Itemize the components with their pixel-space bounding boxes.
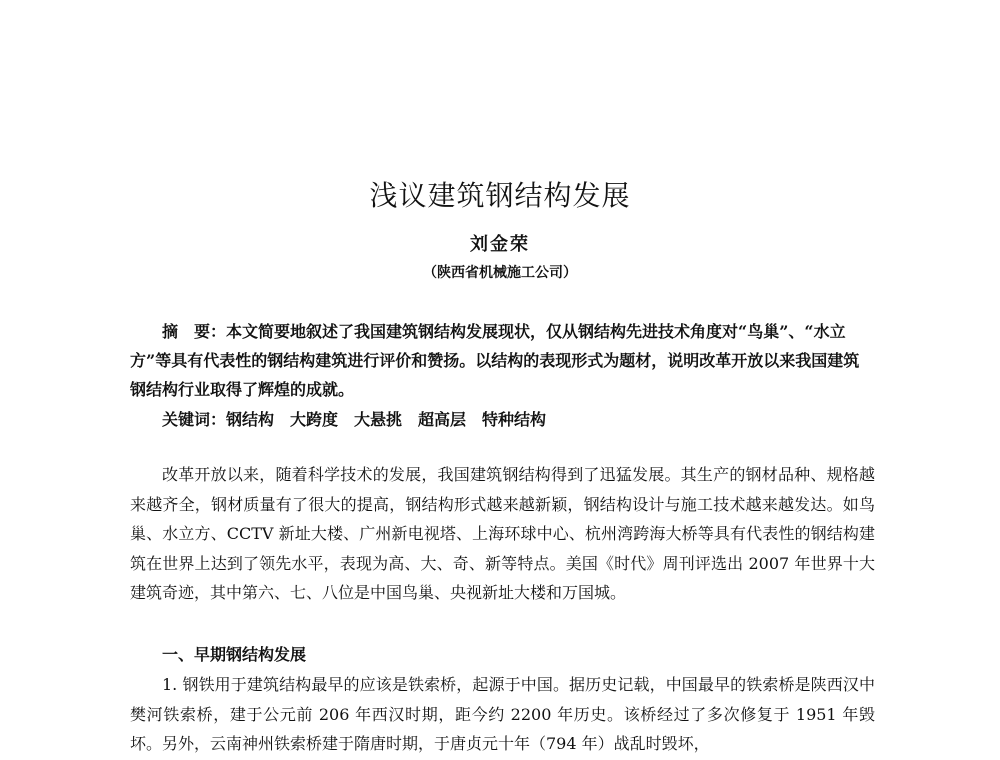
abstract-text: 本文简要地叙述了我国建筑钢结构发展现状，仅从钢结构先进技术角度对“鸟巢”、“水立方”等具有代表性的钢结构建筑进行评价和赞扬。以结构的表现形式为题材，说明改革开放以来我国建筑钢结构行业取得了辉煌的成就。 xyxy=(130,322,860,399)
intro-paragraph: 改革开放以来，随着科学技术的发展，我国建筑钢结构得到了迅猛发展。其生产的钢材品种、规格越来越齐全，钢材质量有了很大的提高，钢结构形式越来越新颖，钢结构设计与施工技术越来越发达。如鸟巢、水立方、CCTV 新址大楼、广州新电视塔、上海环球中心、杭州湾跨海大桥等具有代表性的钢结构建筑在世界上达到了领先水平，表现为高、大、奇、新等特点。美国《时代》周刊评选出 2007 年世界十大建筑奇迹，其中第六、七、八位是中国鸟巢、央视新址大楼和万国城。 xyxy=(130,465,875,602)
abstract-label: 摘 要： xyxy=(162,322,227,341)
keywords-label: 关键词： xyxy=(162,410,227,429)
section-paragraph: 1. 钢铁用于建筑结构最早的应该是铁索桥，起源于中国。据历史记载，中国最早的铁索桥是陕西汉中樊河铁索桥，建于公元前 206 年西汉时期，距今约 2200 年历史。该桥经过了多次修复于 1951 年毁坏。另外，云南神州铁索桥建于隋唐时期，于唐贞元十年（794 年）战乱时毁坏， xyxy=(130,675,875,753)
abstract xyxy=(130,317,875,404)
keywords xyxy=(162,405,875,434)
author-name: 刘金荣 xyxy=(470,234,530,255)
author-affiliation: （陕西省机械施工公司） xyxy=(423,265,577,281)
section-heading: 一、早期钢结构发展 xyxy=(162,645,307,664)
keywords-text: 钢结构 大跨度 大悬挑 超高层 特种结构 xyxy=(226,410,547,429)
paper-title: 浅议建筑钢结构发展 xyxy=(369,179,631,212)
